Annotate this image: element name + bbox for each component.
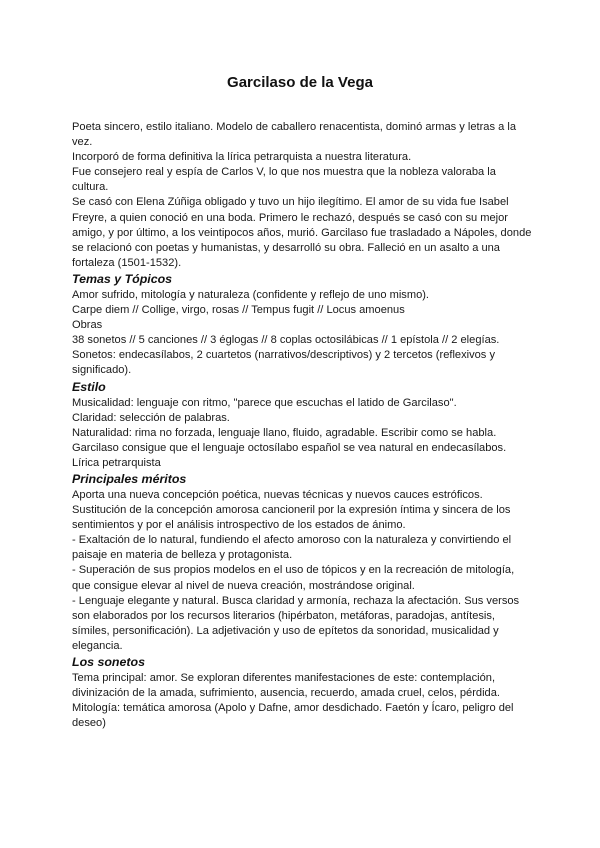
intro-paragraph: Se casó con Elena Zúñiga obligado y tuvo un hijo ilegítimo. El amor de su vida fue Isabel Freyre, a quien conoció en una boda. Primero le rechazó, después se casó con su mejor amigo, y por último, a los veintipocos años, murió. Garcilaso fue trasladado a Nápoles, donde se relacionó con poetas y humanistas, y desarrolló su obra. Falleció en un asalto a una fortaleza (1501-1532). xyxy=(72,196,532,269)
sonetos-line: Mitología: temática amorosa (Apolo y Dafne, amor desdichado. Faetón y Ícaro, peligro del deseo) xyxy=(72,702,514,730)
temas-line: Amor sufrido, mitología y naturaleza (confidente y reflejo de uno mismo). xyxy=(72,288,430,301)
meritos-line: Aporta una nueva concepción poética, nuevas técnicas y nuevos cauces estróficos. xyxy=(72,488,483,501)
section-heading-temas: Temas y Tópicos xyxy=(72,271,173,286)
section-heading-estilo: Estilo xyxy=(72,379,106,394)
estilo-line: Musicalidad: lenguaje con ritmo, "parece que escuchas el latido de Garcilaso". xyxy=(72,396,457,409)
section-heading-sonetos: Los sonetos xyxy=(72,655,145,669)
document-body xyxy=(72,120,532,731)
meritos-line: Sustitución de la concepción amorosa cancioneril por la expresión íntima y sincera de los sentimientos y por el análisis introspectivo de los estados de ánimo. xyxy=(72,504,511,532)
temas-line: Sonetos: endecasílabos, 2 cuartetos (narrativos/descriptivos) y 2 tercetos (reflexivos y significado). xyxy=(72,349,495,377)
sonetos-line: Tema principal: amor. Se exploran diferentes manifestaciones de este: contemplación, divinización de la amada, sufrimiento, ausencia, recuerdo, amada cruel, celos, pérdida. xyxy=(72,672,500,700)
estilo-line: Naturalidad: rima no forzada, lenguaje llano, fluido, agradable. Escribir como se habla. xyxy=(72,426,497,439)
estilo-line: Lírica petrarquista xyxy=(72,456,161,469)
temas-line: Carpe diem // Collige, virgo, rosas // Tempus fugit // Locus amoenus xyxy=(72,304,405,317)
intro-paragraph: Incorporó de forma definitiva la lírica petrarquista a nuestra literatura. xyxy=(72,151,412,164)
estilo-line: Claridad: selección de palabras. xyxy=(72,411,230,424)
intro-paragraph: Fue consejero real y espía de Carlos V, lo que nos muestra que la nobleza valoraba la cultura. xyxy=(72,166,496,194)
meritos-line: - Lenguaje elegante y natural. Busca claridad y armonía, rechaza la afectación. Sus versos son elaborados por los recursos literarios (hipérbaton, metáforas, paradojas, antítesis, símiles, personificación). La adjetivación y uso de epítetos da sonoridad, musicalidad y elegancia. xyxy=(72,594,520,652)
estilo-line: Garcilaso consigue que el lenguaje octosílabo español se vea natural en endecasílabos. xyxy=(72,441,507,454)
meritos-line: - Exaltación de lo natural, fundiendo el afecto amoroso con la naturaleza y convirtiendo el paisaje en materia de belleza y protagonista. xyxy=(72,534,512,562)
meritos-line: - Superación de sus propios modelos en el uso de tópicos y en la recreación de mitología, que consigue elevar al nivel de nueva creación, mostrándose original. xyxy=(72,564,515,592)
section-heading-meritos: Principales méritos xyxy=(72,471,187,486)
intro-paragraph: Poeta sincero, estilo italiano. Modelo de caballero renacentista, dominó armas y letras a la vez. xyxy=(72,121,516,149)
document-title: Garcilaso de la Vega xyxy=(227,74,373,91)
temas-line: Obras xyxy=(72,319,103,332)
temas-line: 38 sonetos // 5 canciones // 3 églogas // 8 coplas octosilábicas // 1 epístola // 2 elegías. xyxy=(72,334,500,347)
